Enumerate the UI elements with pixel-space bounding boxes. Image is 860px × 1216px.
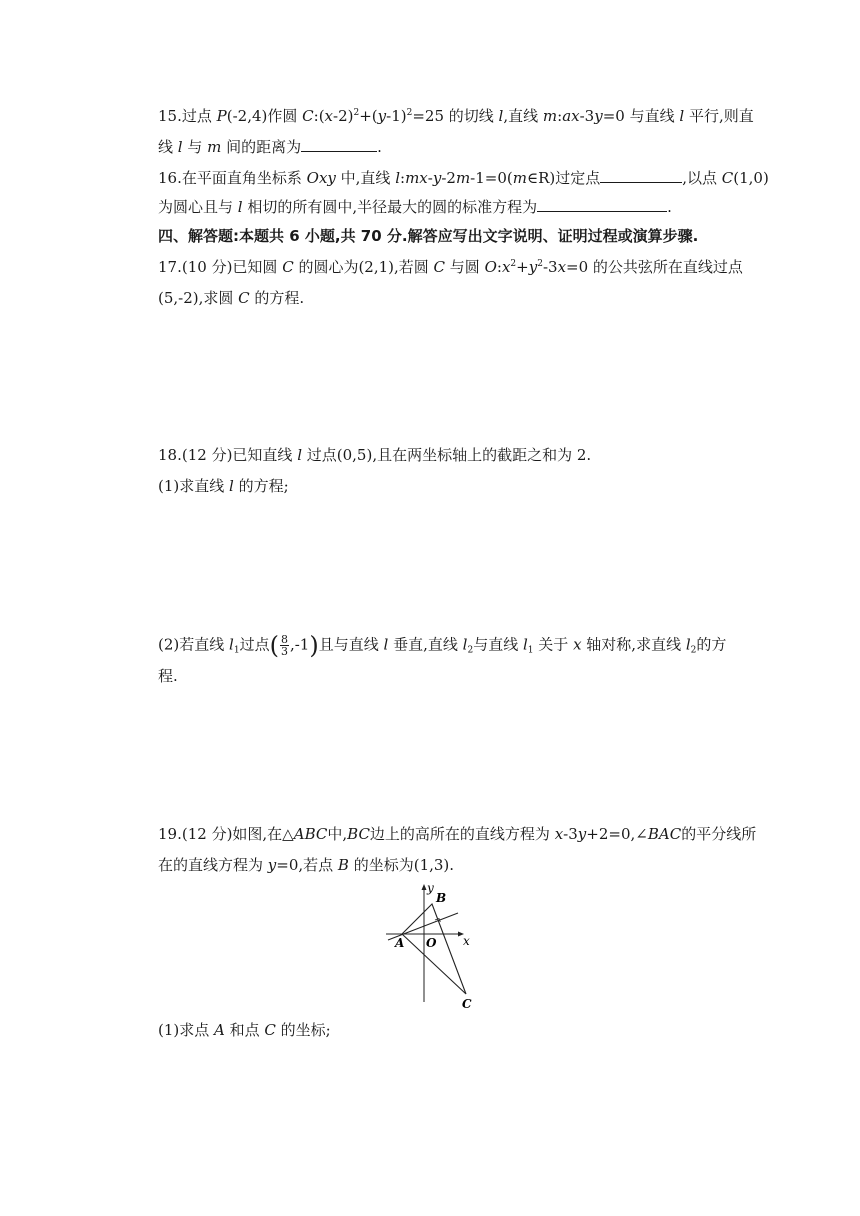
fraction: $\frac{8}{3}$	[280, 633, 288, 658]
q19-part1: (1)求点 A 和点 C 的坐标;	[158, 1021, 331, 1039]
triangle-figure	[380, 882, 480, 1010]
q18-part1: (1)求直线 l 的方程;	[158, 477, 289, 495]
q15-line2: 线 l 与 m 间的距离为 .	[158, 135, 382, 157]
answer-blank[interactable]	[537, 195, 667, 212]
label-B: B	[436, 891, 447, 905]
answer-blank[interactable]	[600, 166, 682, 183]
q19-line1: 19.(12 分)如图,在△ABC中,BC边上的高所在的直线方程为 x-3y+2=0,∠BAC的平分线所	[158, 825, 757, 843]
label-A: A	[395, 936, 405, 950]
label-C: C	[462, 997, 472, 1010]
q15-line1: 15.过点 P(-2,4)作圆 $C:(x-2)^2+(y-1)^2=25$ 的切线 l,直线 m:ax-3y=0 与直线 l 平行,则直	[158, 107, 754, 125]
q17-line1: 17.(10 分)已知圆 C 的圆心为(2,1),若圆 C 与圆 $O:x^2+y^2-3x=0$ 的公共弦所在直线过点	[158, 258, 743, 276]
label-y: y	[427, 882, 434, 895]
q18-line1: 18.(12 分)已知直线 l 过点(0,5),且在两坐标轴上的截距之和为 2.	[158, 446, 592, 464]
q17-line2: (5,-2),求圆 C 的方程.	[158, 289, 305, 307]
paren-right: )	[309, 631, 319, 660]
y-axis-arrow	[422, 884, 427, 890]
label-O: O	[426, 936, 437, 950]
label-x: x	[463, 934, 470, 948]
q16-line2: 为圆心且与 l 相切的所有圆中,半径最大的圆的标准方程为 .	[158, 195, 672, 217]
answer-blank[interactable]	[301, 135, 377, 152]
q18-part2-line1: (2)若直线 $l_1$过点( $\frac{8}{3}$ ,-1)且与直线 l 垂直,直线 $l_2$与直线 $l_1$ 关于 x 轴对称,求直线 $l_2$的方	[158, 631, 727, 660]
q16-line1: 16.在平面直角坐标系 Oxy 中,直线 l:mx-y-2m-1=0(m∈R)过定点 ,以点 C(1,0)	[158, 166, 769, 188]
section-heading: 四、解答题:本题共 6 小题,共 70 分.解答应写出文字说明、证明过程或演算步骤.	[158, 227, 699, 245]
paren-left: (	[269, 631, 279, 660]
q19-line2: 在的直线方程为 y=0,若点 B 的坐标为(1,3).	[158, 856, 455, 874]
q18-part2-line2: 程.	[158, 667, 178, 685]
